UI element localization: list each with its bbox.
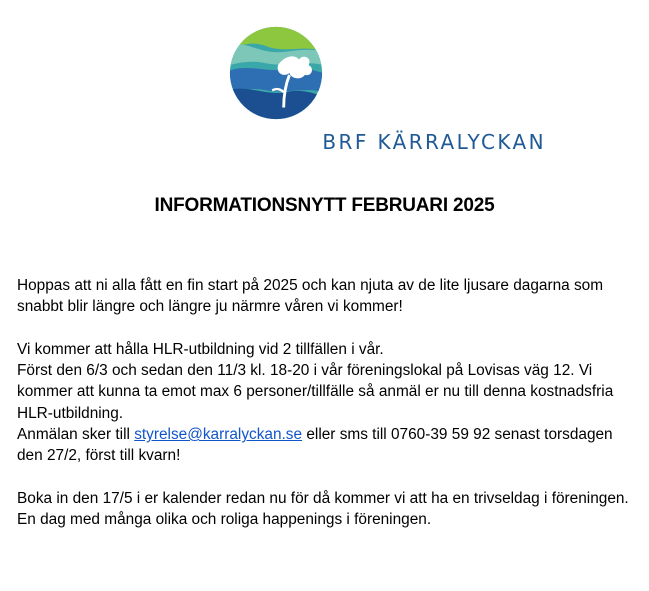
signup-text-after: eller sms till 0760-39 59 92 senast torsdagen den 27/2, först till kvarn! [17, 426, 613, 465]
logo-text: BRF KÄRRALYCKAN [322, 130, 546, 154]
paragraph-hlr-intro: Vi kommer att hålla HLR-utbildning vid 2 tillfällen i vår. [17, 340, 384, 358]
logo-emblem-icon [228, 25, 324, 121]
paragraph-spacer [17, 318, 637, 339]
email-link[interactable]: styrelse@karralyckan.se [134, 426, 303, 444]
page-title: INFORMATIONSNYTT FEBRUARI 2025 [154, 195, 495, 216]
paragraph-spacer [17, 467, 637, 488]
document-body [17, 275, 637, 531]
paragraph-hlr-details: Först den 6/3 och sedan den 11/3 kl. 18-20 i vår föreningslokal på Lovisas väg 12. Vi kommer att kunna ta emot max 6 personer/tillfälle så anmäl er nu till denna kostnadsfria HLR-utbildning. [17, 362, 614, 422]
logo [0, 0, 649, 165]
signup-text-before: Anmälan sker till [17, 426, 135, 444]
paragraph-hlr-signup [17, 424, 637, 467]
paragraph-intro: Hoppas att ni alla fått en fin start på 2025 och kan njuta av de lite ljusare dagarna som snabbt blir längre och längre ju närmre våren vi kommer! [17, 277, 604, 316]
paragraph-trivseldag: Boka in den 17/5 i er kalender redan nu för då kommer vi att ha en trivseldag i föreningen. En dag med många olika och roliga happenings i föreningen. [17, 489, 629, 529]
